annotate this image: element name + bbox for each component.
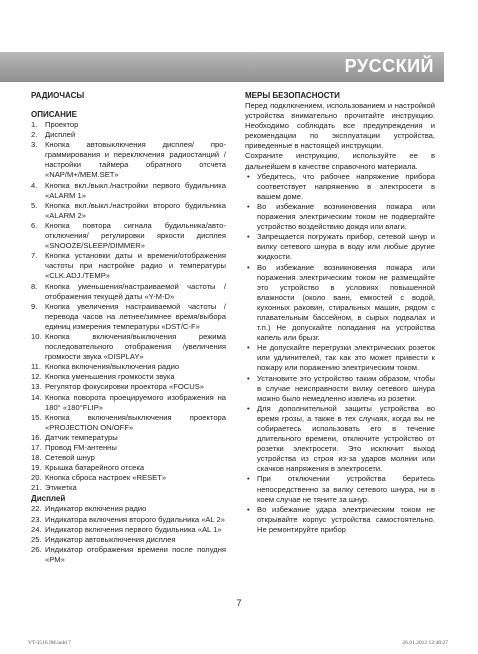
item-number: 4. <box>31 180 38 190</box>
item-text: Кнопка включения/выключения режима последовательного отображения /увеличения громкости звука «DISPLAY» <box>45 331 226 362</box>
bullet-text: Запрещается погружать прибор, сетевой шнур и вилку сетевого шнура в воду или любые другие жидкости. <box>257 232 435 262</box>
item-text: Кнопка увеличения настраиваемой частоты /перевода часов на летнее/зимнее время/выбора единиц измерения температуры «DST/C-F» <box>45 301 226 331</box>
item-number: 23. <box>31 514 42 524</box>
bullet-item <box>245 474 435 504</box>
list-item <box>31 282 226 302</box>
safety-intro: Перед подключением, использованием и настройкой устройства внимательно прочитайте инструкцию. Необходимо соблюдать все предупреждения и рекомендации по эксплуатации устройства, приведенные в настоящей инструкции. <box>245 101 435 151</box>
bullet-item <box>245 505 435 535</box>
item-number: 12. <box>31 372 42 382</box>
item-text: Кнопка включения/выключения радио <box>45 362 180 372</box>
item-number: 19. <box>31 463 42 473</box>
item-number: 8. <box>31 281 38 291</box>
right-column <box>245 90 435 535</box>
list-item <box>31 515 226 525</box>
list-item <box>31 362 226 372</box>
bullet-icon: • <box>247 474 250 484</box>
item-number: 24. <box>31 524 42 534</box>
list-item <box>31 372 226 382</box>
bullet-icon: • <box>247 201 250 211</box>
item-text: Регулятор фокусировки проектора «FOCUS» <box>45 382 205 392</box>
list-item <box>31 221 226 251</box>
item-text: Индикатор включения радио <box>45 504 147 514</box>
item-text: Кнопка сброса настроек «RESET» <box>45 473 167 483</box>
list-item <box>31 463 226 473</box>
list-item <box>31 504 226 514</box>
item-number: 5. <box>31 200 38 210</box>
item-number: 9. <box>31 301 38 311</box>
bullet-text: Убедитесь, что рабочее напряжение прибора соответствует напряжению в электросети в вашем доме. <box>257 171 435 201</box>
item-number: 18. <box>31 453 42 463</box>
list-item <box>31 443 226 453</box>
description-list <box>31 120 226 493</box>
bullet-item <box>245 374 435 404</box>
bullet-icon: • <box>247 504 250 514</box>
item-number: 16. <box>31 432 42 442</box>
item-number: 6. <box>31 220 38 230</box>
list-item <box>31 302 226 332</box>
item-text: Кнопка уменьшения/настраиваемой частоты /отображения текущей даты «Y-M-D» <box>45 281 226 301</box>
item-text: Кнопка включения/выключения проектора «PROJECTION ON/OFF» <box>45 412 226 432</box>
item-number: 13. <box>31 382 42 392</box>
list-item <box>31 181 226 201</box>
item-text: Провод FM-антенны <box>45 443 117 452</box>
list-item <box>31 483 226 493</box>
item-text: Крышка батарейного отсека <box>45 463 145 473</box>
page-number: 7 <box>236 598 242 608</box>
list-item <box>31 251 226 281</box>
item-number: 10. <box>31 331 42 341</box>
item-text: Этикетка <box>45 483 77 493</box>
item-number: 21. <box>31 483 42 493</box>
footer-timestamp: 26.01.2012 12:48:27 <box>402 640 448 646</box>
item-number: 1. <box>31 120 38 129</box>
list-item <box>31 393 226 413</box>
bullet-text: Не допускайте перегрузки электрических розеток или удлинителей, так как это может привести к пожару или поражению электрическим током. <box>257 343 435 373</box>
bullet-text: Во избежание удара электрическим током не открывайте корпус устройства самостоятельно. Не ремонтируйте прибор <box>257 504 435 534</box>
item-text: Дисплей <box>45 130 76 140</box>
display-heading: Дисплей <box>31 494 66 504</box>
bullet-item <box>245 263 435 344</box>
list-item <box>31 473 226 483</box>
bullet-item <box>245 202 435 232</box>
item-text: Датчик температуры <box>45 432 118 442</box>
item-number: 7. <box>31 251 38 261</box>
display-list <box>31 504 226 565</box>
bullet-text: Во избежание возникновения пожара или поражения электрическим током не подвергайте устройство воздействию дождя или влаги. <box>257 201 435 232</box>
item-text: Сетевой шнур <box>45 453 95 463</box>
list-item <box>31 453 226 463</box>
item-number: 20. <box>31 473 42 483</box>
item-text: Кнопка автовыключения дисплея/ программирования и переключения радиостанций /настройки таймера обратного отсчета «NAP/M+/MEM.SET» <box>45 140 226 180</box>
item-text: Кнопка вкл./выкл./настройки первого будильника «ALARM 1» <box>45 180 226 200</box>
bullet-item <box>245 172 435 202</box>
item-text: Кнопка вкл./выкл./настройки второго будильника «ALARM 2» <box>45 200 226 220</box>
bullet-text: Во избежание возникновения пожара или поражения электрическим током не размещайте это устройство в условиях повышенной влажности (около ванн, емкостей с водой, кухонных раковин, стиральных машин, рядом с плавательным бассейном, в сырых подвалах и т.п.) Не допускайте попадания на устройства капель или брызг. <box>257 262 435 343</box>
item-text: Проектор <box>45 120 79 129</box>
list-item <box>31 120 226 130</box>
item-text: Индикатор включения первого будильника «AL 1» <box>45 524 222 534</box>
list-item <box>31 545 226 565</box>
description-heading: ОПИСАНИЕ <box>31 110 77 119</box>
bullet-icon: • <box>247 373 250 383</box>
list-item <box>31 433 226 443</box>
bullet-icon: • <box>247 262 250 272</box>
bullet-text: Установите это устройство таким образом, чтобы в случае неисправности вилку сетевого шнура можно было немедленно извлечь из розетки. <box>257 373 435 403</box>
section-title: РАДИОЧАСЫ <box>31 91 85 100</box>
item-text: Кнопка установки даты и времени/отображения частоты при настройке радио и температуры «CLK.ADJ./TEMP» <box>45 251 226 281</box>
safety-heading: МЕРЫ БЕЗОПАСНОСТИ <box>245 91 340 100</box>
item-number: 2. <box>31 130 38 140</box>
list-item <box>31 535 226 545</box>
bullet-icon: • <box>247 403 250 413</box>
bullet-icon: • <box>247 232 250 242</box>
safety-intro-2: Сохраните инструкцию, используйте ее в дальнейшем в качестве справочного материала. <box>245 151 435 171</box>
item-number: 25. <box>31 534 42 544</box>
list-item <box>31 413 226 433</box>
item-text: Кнопка уменьшения громкости звука <box>45 372 175 382</box>
item-number: 15. <box>31 412 42 422</box>
bullet-text: При отключении устройства беритесь непосредственно за вилку сетевого шнура, ни в коем случае не тяните за шнур. <box>257 474 435 504</box>
safety-bullet-list <box>245 172 435 535</box>
bullet-item <box>245 404 435 475</box>
footer-file-info: VT-3516 IM.indd 7 <box>28 640 72 646</box>
bullet-text: Для дополнительной защиты устройства во время грозы, а также в тех случаях, когда вы не собираетесь использовать его в течение длительного времени, отключите устройство от розетки электросети. Это исключит выход устройства из строя из-за ударов молнии или скачков напряжения в электросети. <box>257 403 435 474</box>
list-item <box>31 201 226 221</box>
item-text: Индикатор отображения времени после полудня «PM» <box>45 544 226 564</box>
item-text: Кнопка поворота проецируемого изображения на 180° «180°FLIP» <box>45 392 226 412</box>
item-text: Кнопка повтора сигнала будильника/автоотключения/ регулировки яркости дисплея «SNOOZE/SLEEP/DIMMER» <box>45 220 226 251</box>
item-text: Индикатор автовыключения дисплея <box>45 534 176 544</box>
list-item <box>31 525 226 535</box>
list-item <box>31 140 226 180</box>
item-number: 14. <box>31 392 42 402</box>
item-number: 26. <box>31 544 42 554</box>
left-column <box>31 90 226 565</box>
list-item <box>31 130 226 140</box>
language-header-bar <box>0 52 444 82</box>
language-label: РУССКИЙ <box>344 56 434 76</box>
bullet-item <box>245 343 435 373</box>
item-number: 3. <box>31 140 38 150</box>
bullet-icon: • <box>247 171 250 181</box>
bullet-item <box>245 232 435 262</box>
list-item <box>31 332 226 362</box>
item-text: Индикатора включения второго будильника «AL 2» <box>45 514 225 524</box>
item-number: 22. <box>31 504 42 514</box>
item-number: 17. <box>31 443 42 452</box>
item-number: 11. <box>31 362 41 372</box>
list-item <box>31 382 226 392</box>
bullet-icon: • <box>247 343 250 353</box>
